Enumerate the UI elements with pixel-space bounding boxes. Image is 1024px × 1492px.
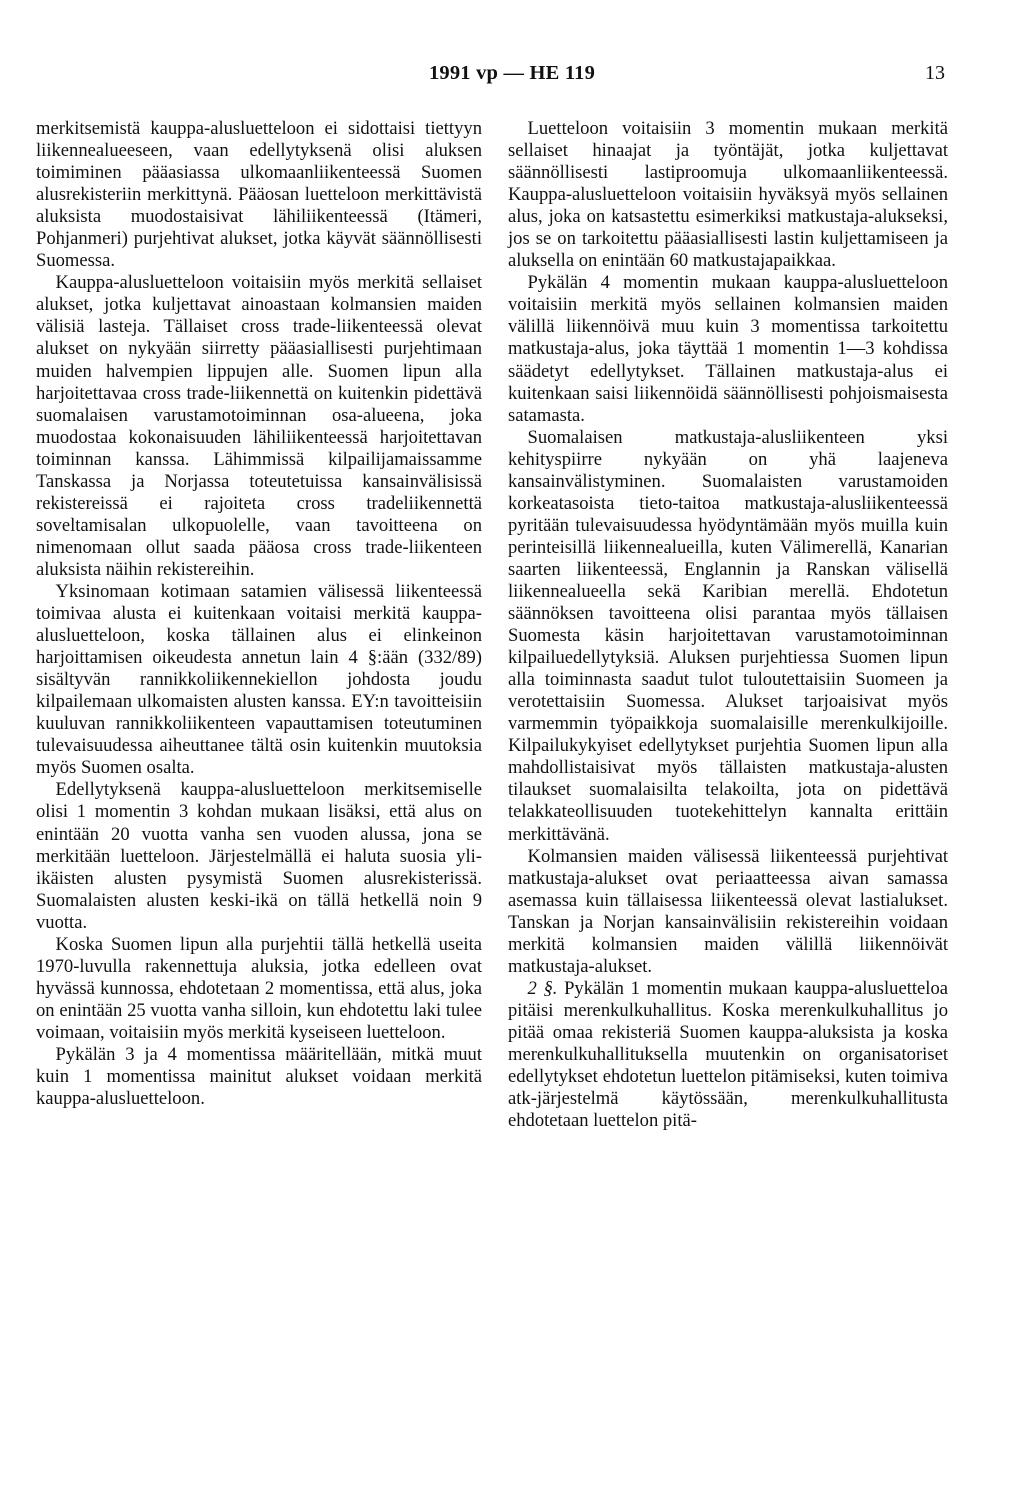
- page-header: [0, 62, 1024, 92]
- paragraph: Pykälän 4 momentin mukaan kauppa-alusluetteloon voitaisiin merkitä myös sellainen kolmansien maiden välillä liikennöivä muu kuin 3 momentissa tarkoitettu matkustaja-alus, joka täyttää 1 momentin 1—3 kohdissa säädetyt edellytykset. Tällainen matkustaja-alus ei kuitenkaan saisi liikennöidä säännöllisesti pohjoismaisesta satamasta.: [508, 272, 948, 426]
- paragraph-text: Pykälän 1 momentin mukaan kauppa-alusluetteloa pitäisi merenkulkuhallitus. Koska merenkulkuhallitus jo pitää omaa rekisteriä Suomen kauppa-aluksista ja koska merenkulkuhallituksella muutenkin on organisatoriset edellytykset ehdotetun luettelon pitämiseksi, kuten toimiva atk-järjestelmä käytössään, merenkulkuhallitusta ehdotetaan luettelon pitä-: [508, 977, 949, 1132]
- right-column: [508, 118, 948, 1132]
- paragraph: Kauppa-alusluetteloon voitaisiin myös merkitä sellaiset alukset, jotka kuljettavat ainoastaan kolmansien maiden välisiä lasteja. Tällaiset cross trade-liikenteessä olevat alukset on nykyään siirretty pääasiallisesti purjehtimaan muiden halvempien lippujen alle. Suomen lipun alla harjoitettavaa cross trade-liikennettä on kuitenkin pidettävä suomalaisen varustamotoiminnan osa-alueena, joka muodostaa kokonaisuuden lähiliikenteessä harjoitettavan toiminnan kanssa. Lähimmissä kilpailijamaissamme Tanskassa ja Norjassa toteutetuissa kansainvälisissä rekistereissä ei rajoiteta cross tradeliikennettä soveltamisalan ulkopuolelle, vaan tavoitteena on nimenomaan ollut saada pääosa cross trade-liikenteen aluksista näihin rekistereihin.: [36, 272, 482, 580]
- section-mark: 2 §.: [527, 977, 558, 999]
- paragraph: Yksinomaan kotimaan satamien välisessä liikenteessä toimivaa alusta ei kuitenkaan voitaisi merkitä kauppa-alusluetteloon, koska tällainen alus ei elinkeinon harjoittamisen oikeudesta annetun lain 4 §:ään (332/89) sisältyvän rannikkoliikennekiellon johdosta joudu kilpailemaan ulkomaisten alusten kanssa. EY:n tavoitteisiin kuuluvan rannikkoliikenteen vapauttamisen toteutuminen tulevaisuudessa aiheuttanee tältä osin kuitenkin muutoksia myös Suomen osalta.: [36, 580, 482, 779]
- paragraph: merkitsemistä kauppa-alusluetteloon ei sidottaisi tiettyyn liikennealueeseen, vaan edellytyksenä olisi aluksen toimiminen pääasiassa ulkomaanliikenteessä Suomen alusrekisteriin merkittynä. Pääosan luetteloon merkittävistä aluksista muodostaisivat lähiliikenteessä (Itämeri, Pohjanmeri) purjehtivat alukset, jotka käyvät säännöllisesti Suomessa.: [36, 118, 482, 272]
- left-column: [36, 118, 482, 1110]
- paragraph: Luetteloon voitaisiin 3 momentin mukaan merkitä sellaiset hinaajat ja työntäjät, jotka kuljettavat säännöllisesti lastiproomuja ulkomaanliikenteessä. Kauppa-alusluetteloon voitaisiin hyväksyä myös sellainen alus, joka on katsastettu esimerkiksi matkustaja-alukseksi, jos se on tarkoitettu pääasiallisesti lastin kuljettamiseen ja aluksella on enintään 60 matkustajapaikkaa.: [508, 118, 948, 272]
- paragraph: Kolmansien maiden välisessä liikenteessä purjehtivat matkustaja-alukset ovat periaatteessa aivan samassa asemassa kuin tällaisessa liikenteessä olevat lastialukset. Tanskan ja Norjan kansainvälisiin rekistereihin voidaan merkitä kolmansien maiden välillä liikennöivät matkustaja-alukset.: [508, 845, 948, 977]
- running-head: 1991 vp — HE 119: [428, 62, 596, 84]
- paragraph: Suomalaisen matkustaja-alusliikenteen yksi kehityspiirre nykyään on yhä laajeneva kansainvälistyminen. Suomalaisten varustamoiden korkeatasoista tieto-taitoa matkustaja-alusliikenteessä pyritään tulevaisuudessa hyödyntämään myös muilla kuin perinteisillä liikennealueilla, kuten Välimerellä, Kanarian saarten liikenteessä, Englannin ja Ranskan välisellä liikennealueella sekä Karibian merellä. Ehdotetun säännöksen tavoitteena olisi parantaa myös tällaisen Suomesta käsin harjoitettavan varustamotoiminnan kilpailuedellytyksiä. Aluksen purjehtiessa Suomen lipun alla toiminnasta saadut tulot tuloutettaisiin Suomeen ja verotettaisiin Suomessa. Alukset tarjoaisivat myös varmemmin työpaikkoja suomalaisille merenkulkijoille. Kilpailukykyiset edellytykset purjehtia Suomen lipun alla mahdollistaisivat myös tällaisten matkustaja-alusten tilaukset suomalaisilta telakoilta, jota on pidettävä telakkateollisuuden tuotekehittelyn kannalta erittäin merkittävänä.: [508, 426, 948, 845]
- paragraph: Koska Suomen lipun alla purjehtii tällä hetkellä useita 1970-luvulla rakennettuja aluksia, jotka edelleen ovat hyvässä kunnossa, ehdotetaan 2 momentissa, että alus, joka on enintään 25 vuotta vanha silloin, kun ehdotettu laki tulee voimaan, voitaisiin myös merkitä kyseiseen luetteloon.: [36, 933, 482, 1043]
- paragraph: Pykälän 3 ja 4 momentissa määritellään, mitkä muut kuin 1 momentissa mainitut alukset voidaan merkitä kauppa-alusluetteloon.: [36, 1043, 482, 1110]
- paragraph: Edellytyksenä kauppa-alusluetteloon merkitsemiselle olisi 1 momentin 3 kohdan mukaan lisäksi, että alus on enintään 20 vuotta vanha sen vuoden alussa, jona se merkitään luetteloon. Järjestelmällä ei haluta suosia yli-ikäisten alusten pysymistä Suomen alusrekisterissä. Suomalaisten alusten keski-ikä on tällä hetkellä noin 9 vuotta.: [36, 779, 482, 933]
- page-number: 13: [925, 62, 945, 84]
- section-paragraph: [508, 978, 948, 1132]
